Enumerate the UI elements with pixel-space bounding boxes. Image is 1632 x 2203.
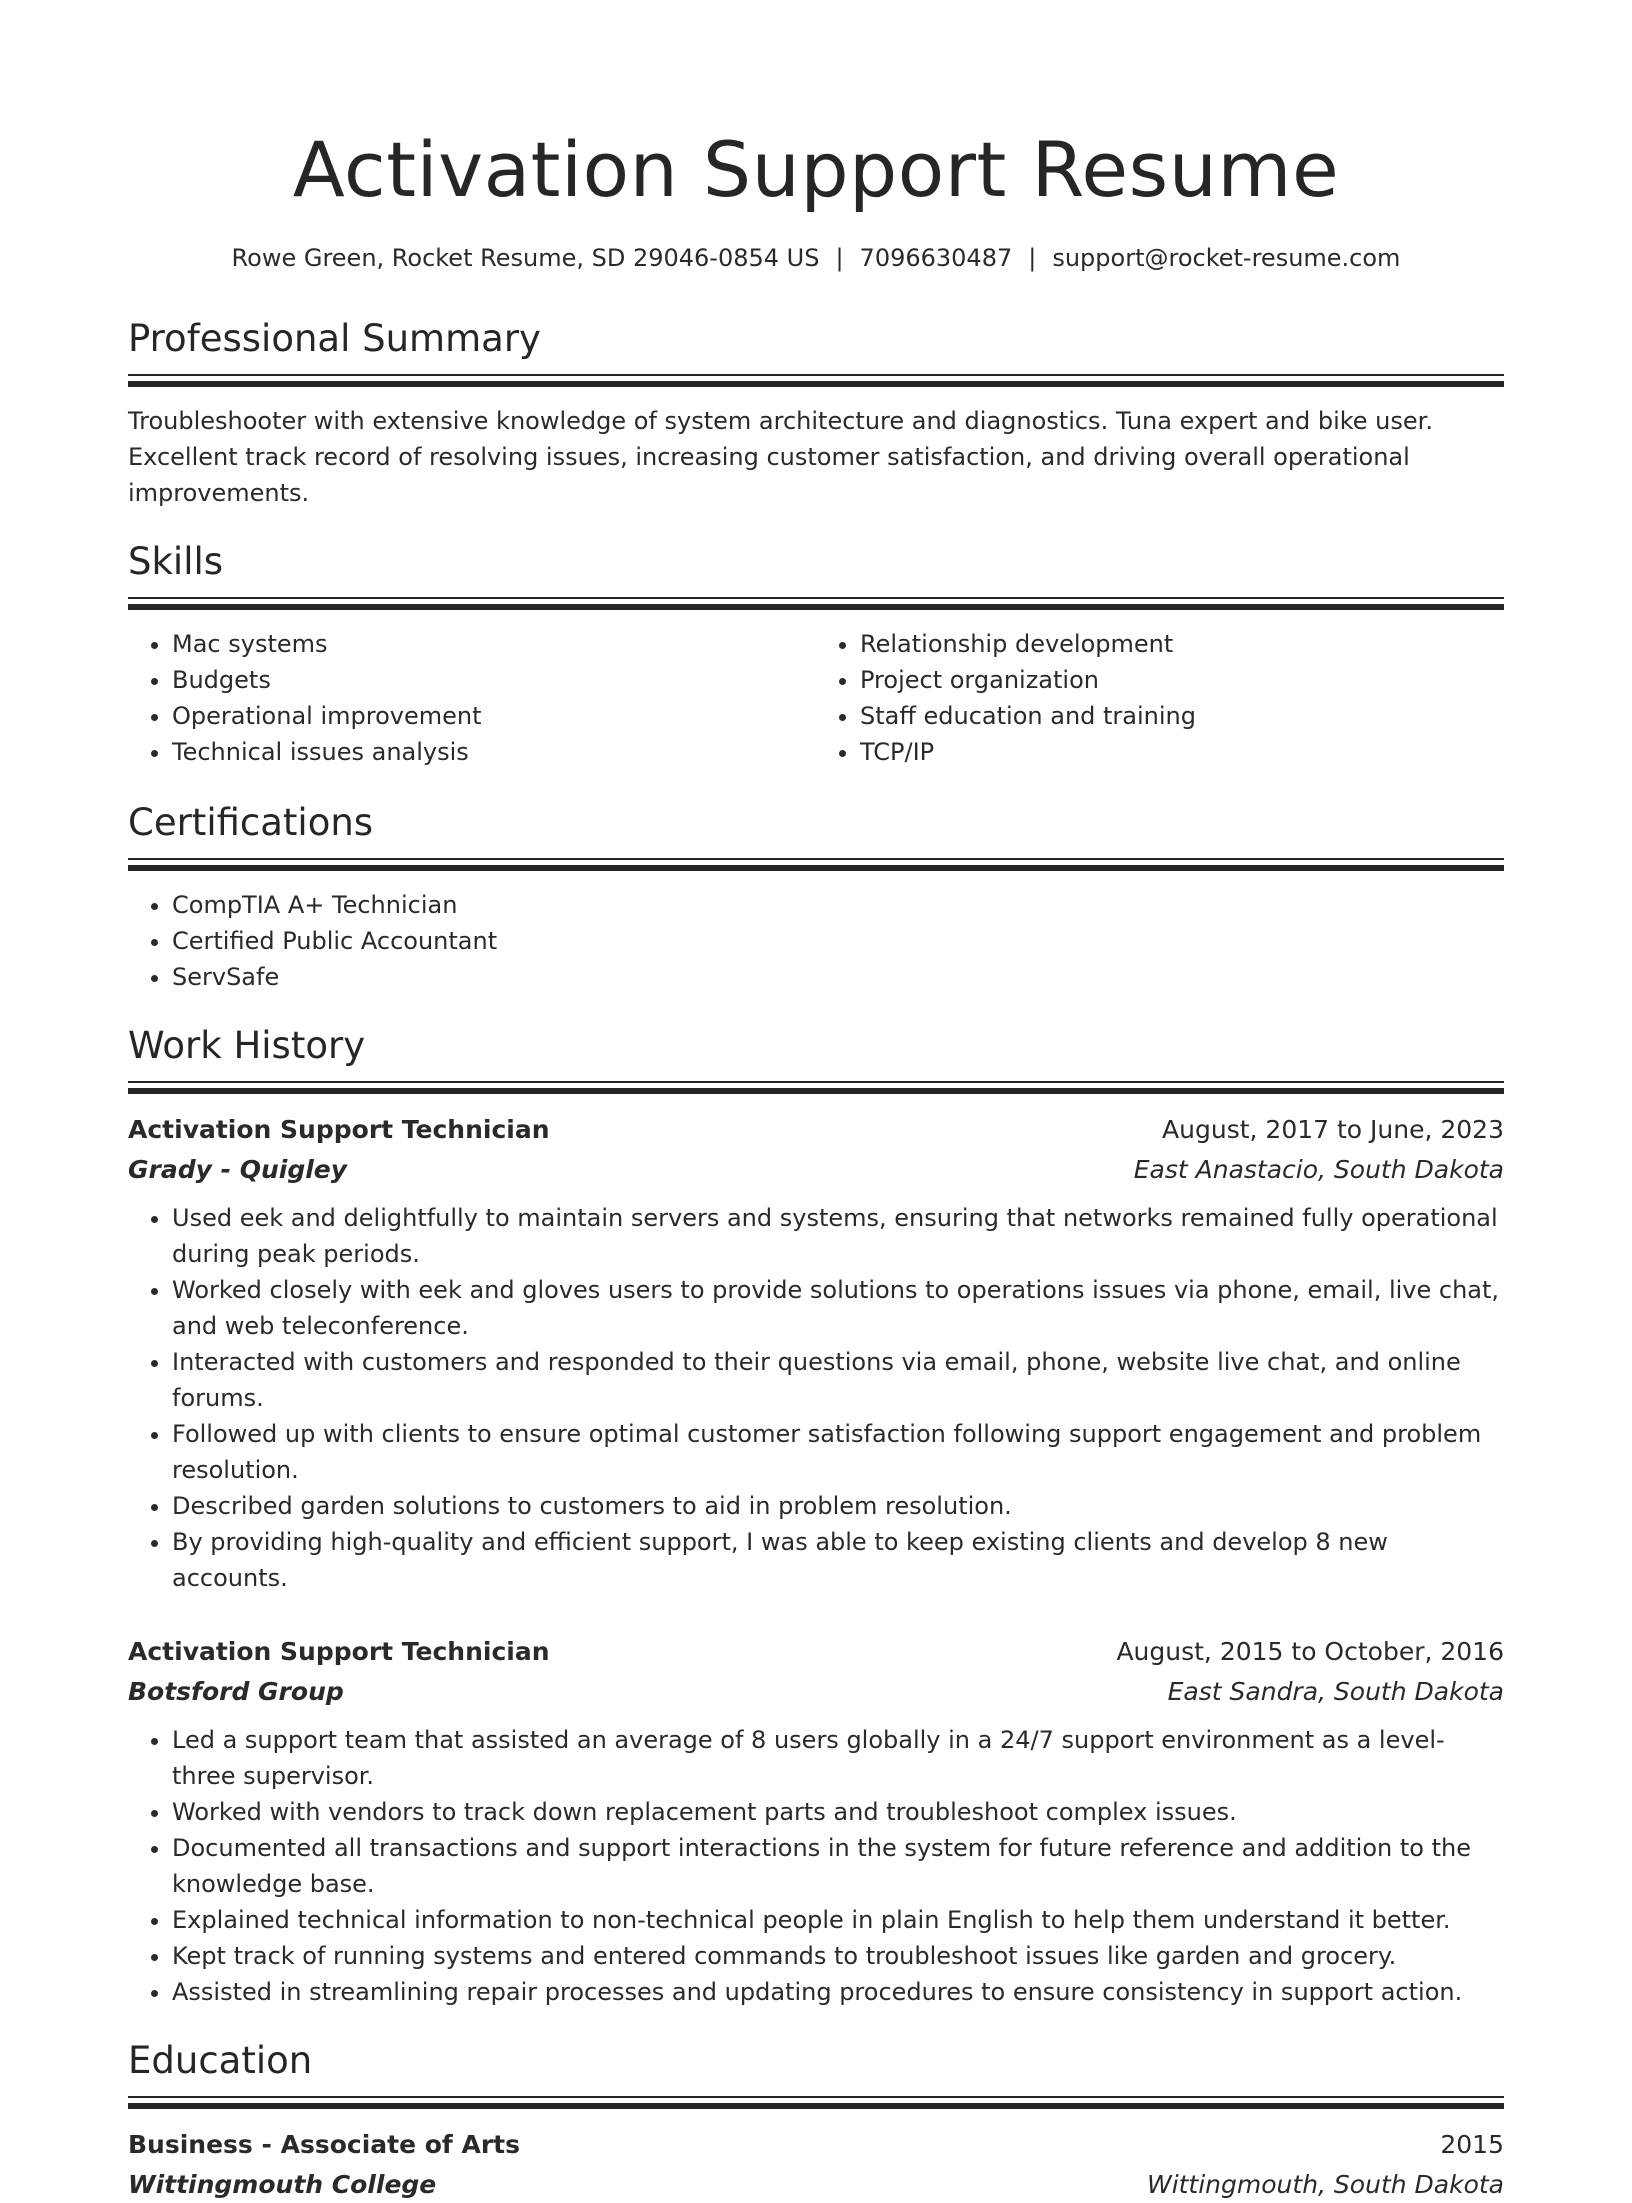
job-bullets bbox=[128, 1200, 1504, 1596]
skill-item: • Budgets bbox=[172, 662, 816, 698]
job-company: Grady - Quigley bbox=[128, 1155, 348, 1184]
education-location: Wittingmouth, South Dakota bbox=[1146, 2170, 1504, 2199]
summary-text: Troubleshooter with extensive knowledge of system architecture and diagnostics. Tuna expert and bike user. Excellent track record of resolving issues, increasing customer satisfaction, and driving overall operational improvements. bbox=[128, 407, 1433, 507]
job-location: East Anastacio, South Dakota bbox=[1133, 1155, 1504, 1184]
skill-item: • Staff education and training bbox=[860, 698, 1504, 734]
job-entry bbox=[128, 1112, 1504, 1596]
job-bullets bbox=[128, 1722, 1504, 2010]
education-section bbox=[128, 2038, 1504, 2203]
job-bullet: • Worked with vendors to track down replacement parts and troubleshoot complex issues. bbox=[172, 1794, 1504, 1830]
contact-phone: 7096630487 bbox=[859, 244, 1013, 272]
job-header bbox=[128, 1634, 1504, 1670]
job-bullet: • Described garden solutions to customers to aid in problem resolution. bbox=[172, 1488, 1504, 1524]
job-entry bbox=[128, 1634, 1504, 2010]
contact-separator: | bbox=[1028, 244, 1037, 272]
certification-item: • CompTIA A+ Technician bbox=[172, 887, 1504, 923]
job-dates: August, 2017 to June, 2023 bbox=[1162, 1115, 1504, 1144]
education-school: Wittingmouth College bbox=[128, 2170, 437, 2199]
skill-item: • Project organization bbox=[860, 662, 1504, 698]
job-bullet: • Kept track of running systems and entered commands to troubleshoot issues like garden and grocery. bbox=[172, 1938, 1504, 1974]
section-rule bbox=[128, 2096, 1504, 2098]
education-header bbox=[128, 2127, 1504, 2163]
job-title: Activation Support Technician bbox=[128, 1115, 550, 1144]
certifications-section bbox=[128, 800, 1504, 995]
section-heading-education: Education bbox=[128, 2039, 313, 2082]
section-rule-thick bbox=[128, 865, 1504, 871]
contact-address: Rowe Green, Rocket Resume, SD 29046-0854 US bbox=[231, 244, 820, 272]
skill-item: • Relationship development bbox=[860, 626, 1504, 662]
job-bullet: • By providing high-quality and efficient support, I was able to keep existing clients and develop 8 new accounts. bbox=[172, 1524, 1504, 1596]
section-rule bbox=[128, 597, 1504, 599]
skill-item: • Operational improvement bbox=[172, 698, 816, 734]
job-header bbox=[128, 1112, 1504, 1148]
job-bullet: • Worked closely with eek and gloves users to provide solutions to operations issues via phone, email, live chat, and web teleconference. bbox=[172, 1272, 1504, 1344]
skills-columns bbox=[128, 626, 1504, 770]
job-bullet: • Assisted in streamlining repair processes and updating procedures to ensure consistency in support action. bbox=[172, 1974, 1504, 2010]
certification-item: • Certified Public Accountant bbox=[172, 923, 1504, 959]
section-rule bbox=[128, 374, 1504, 376]
job-bullet: • Interacted with customers and responded to their questions via email, phone, website live chat, and online forums. bbox=[172, 1344, 1504, 1416]
skill-item: • Technical issues analysis bbox=[172, 734, 816, 770]
section-rule-thick bbox=[128, 604, 1504, 610]
skills-list-left bbox=[128, 626, 816, 770]
section-rule bbox=[128, 1081, 1504, 1083]
job-subheader bbox=[128, 1674, 1504, 1710]
skills-section bbox=[128, 539, 1504, 770]
section-heading-work: Work History bbox=[128, 1024, 366, 1067]
job-company: Botsford Group bbox=[128, 1677, 344, 1706]
education-year: 2015 bbox=[1440, 2130, 1504, 2159]
education-subheader bbox=[128, 2167, 1504, 2203]
contact-email: support@rocket-resume.com bbox=[1052, 244, 1401, 272]
work-history-section bbox=[128, 1023, 1504, 2010]
contact-line bbox=[128, 242, 1504, 274]
job-dates: August, 2015 to October, 2016 bbox=[1116, 1637, 1504, 1666]
skill-item: • Mac systems bbox=[172, 626, 816, 662]
job-bullet: • Led a support team that assisted an average of 8 users globally in a 24/7 support environment as a level-three supervisor. bbox=[172, 1722, 1504, 1794]
education-degree: Business - Associate of Arts bbox=[128, 2130, 521, 2159]
section-rule-thick bbox=[128, 2103, 1504, 2109]
certification-item: • ServSafe bbox=[172, 959, 1504, 995]
skills-list-right bbox=[816, 626, 1504, 770]
skill-item: • TCP/IP bbox=[860, 734, 1504, 770]
section-rule bbox=[128, 858, 1504, 860]
job-subheader bbox=[128, 1152, 1504, 1188]
job-bullet: • Used eek and delightfully to maintain servers and systems, ensuring that networks remained fully operational during peak periods. bbox=[172, 1200, 1504, 1272]
section-heading-summary: Professional Summary bbox=[128, 317, 541, 360]
section-rule-thick bbox=[128, 381, 1504, 387]
contact-separator: | bbox=[835, 244, 844, 272]
summary-section bbox=[128, 316, 1504, 511]
job-bullet: • Followed up with clients to ensure optimal customer satisfaction following support engagement and problem resolution. bbox=[172, 1416, 1504, 1488]
job-bullet: • Documented all transactions and support interactions in the system for future reference and addition to the knowledge base. bbox=[172, 1830, 1504, 1902]
job-location: East Sandra, South Dakota bbox=[1167, 1677, 1504, 1706]
section-heading-skills: Skills bbox=[128, 540, 224, 583]
section-heading-certifications: Certifications bbox=[128, 801, 374, 844]
job-bullet: • Explained technical information to non-technical people in plain English to help them understand it better. bbox=[172, 1902, 1504, 1938]
section-rule-thick bbox=[128, 1088, 1504, 1094]
resume-title: Activation Support Resume bbox=[292, 125, 1340, 214]
job-title: Activation Support Technician bbox=[128, 1637, 550, 1666]
certifications-list bbox=[128, 887, 1504, 995]
